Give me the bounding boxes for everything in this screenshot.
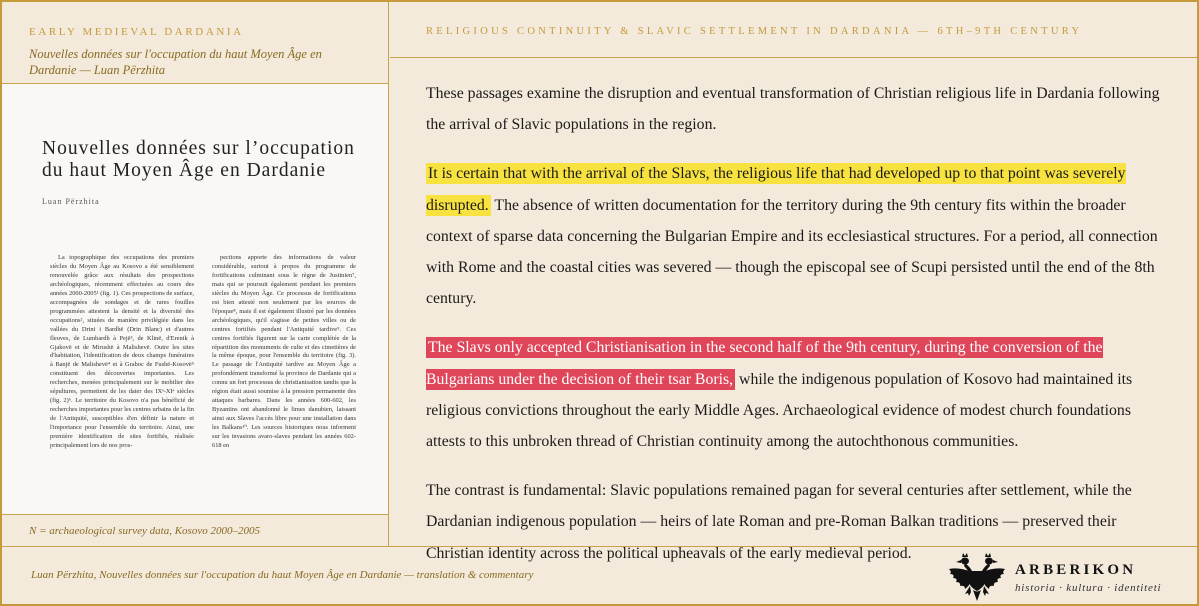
paragraph-christianisation-text: while the indigenous population of Kosovo had maintained its religious convictions throughout the early Middle Ages. Archaeological evidence of modest church foundations attests to this unbroken thread of Christian continuity among the autochthonous communities. <box>426 370 1133 451</box>
document-title <box>42 138 388 182</box>
highlight-red-quote: The Slavs only accepted Christianisation in the second half of the 9th century, during the conversion of the Bulgarians under the decision of their tsar Boris, <box>426 339 1103 388</box>
document-author: Luan Përzhita <box>42 197 100 206</box>
source-subtitle: Nouvelles données sur l'occupation du haut Moyen Âge en Dardanie — Luan Përzhita <box>29 47 322 77</box>
source-footnote: N = archaeological survey data, Kosovo 2000–2005 <box>2 514 388 546</box>
brand-name: ARBERIKON <box>1015 562 1137 578</box>
double-headed-eagle-icon <box>946 551 1008 603</box>
highlight-yellow-quote: It is certain that with the arrival of the Slavs, the religious life that had developed up to that point was severely disrupted. <box>426 165 1126 214</box>
footer-citation: Luan Përzhita, Nouvelles données sur l'occupation du haut Moyen Âge en Dardanie — translation & commentary <box>31 569 534 581</box>
document-title-line-2: du haut Moyen Âge en Dardanie <box>42 160 327 181</box>
paragraph-intro: These passages examine the disruption and eventual transformation of Christian religious life in Dardania following the arrival of Slavic populations in the region. <box>426 85 1160 134</box>
document-column-1: La topographique des occupations des premiers siècles du Moyen Âge au Kosovo a été sensiblement renouvelée grâce aux résultats des prospections archéologiques, récemment effectuées au cours des années 2000-2005¹ (fig. 1). Ces prospections de surface, accompagnées de sondages et de rares fouilles programmées attestent la densité et la diversité des occupations², situées de manière privilégiée dans les vallées du Drini i Bardhë (Drin Blanc) et d'autres fleuves, de Lumbardh à Pejë³, de Klinë, d'Erenik à Gjakovë et de Mirushë à Malishevë. Outre les sites d'habitation, l'identification de deux champs funéraires à Banjë de Malishevë⁴ et à Graboc de Fushë-Kosovë⁵ constituent des découvertes importantes. Les recherches, menées principalement sur le mobilier des sépultures, permettent de les dater des IXᵉ-XIᵉ siècles (fig. 2)⁶. Le territoire du Kosovo n'a pas bénéficié de recherches importantes pour les centres urbains de la fin de l'Antiquité, susceptibles d'en définir la nature et l'importance pour l'ensemble du territoire. Ainsi, une première identification de sites fortifiés, réalisée principalement lors de nos pros- <box>50 254 194 450</box>
paragraph-disruption <box>426 158 1166 314</box>
paragraph-christianisation <box>426 332 1166 457</box>
scanned-document-page <box>2 84 388 514</box>
brand-block <box>946 551 1191 601</box>
paragraph-contrast: The contrast is fundamental: Slavic populations remained pagan for several centuries after settlement, while the Dardanian indigenous population — heirs of late Roman and pre-Roman Balkan traditions — preserved their Christian identity across the political upheavals of the early medieval period. <box>426 482 1132 562</box>
commentary-kicker: RELIGIOUS CONTINUITY & SLAVIC SETTLEMENT IN DARDANIA — 6TH–9TH CENTURY <box>426 26 1083 37</box>
document-columns <box>50 254 356 451</box>
page-footer <box>2 546 1197 604</box>
source-kicker: EARLY MEDIEVAL DARDANIA <box>29 26 244 38</box>
commentary-header <box>390 2 1197 58</box>
document-column-2: pections apporte des informations de valeur considérable, surtout à propos du programme de fortifications culminant sous le règne de Justinien⁷, mais qui se poursuit également pendant les premiers siècles du Moyen Âge. Ce processus de fortifications est bien attesté non seulement par les sources de l'époque⁸, mais il est également illustré par les données archéologiques, qu'il s'agisse de petites villes ou de centres fortifiés pendant l'Antiquité tardive⁹. Ces centres fortifiés figurent sur la carte complétée de la répartition des monuments de culte et des cimetières de la même époque, pour l'ensemble du territoire (fig. 3). Le passage de l'Antiquité tardive au Moyen Âge a profondément transformé la province de Dardanie qui a connu un fort processus de christianisation tandis que la région était aussi soumise à la pression permanente des attaques barbares. Dans les années 600-602, les Byzantins ont abandonné le limes danubien, laissant ainsi aux Slaves l'accès libre pour une installation dans les Balkans¹⁰. Les sources historiques nous informent sur les invasions avaro-slaves pendant les années 602-618 en <box>212 254 356 450</box>
document-title-line-1: Nouvelles données sur l’occupation <box>42 138 355 159</box>
paragraph-disruption-text: The absence of written documentation for the territory during the 9th century fits within the broader context of sparse data concerning the Bulgarian Empire and its ecclesiastical structures. For a period, all connection with Rome and the coastal cities was severed — though the episcopal see of Scupi persisted until the end of the 8th century. <box>426 196 1158 308</box>
source-header <box>2 2 388 84</box>
commentary-body <box>426 78 1166 587</box>
source-panel <box>2 2 389 546</box>
brand-tagline: historia · kultura · identiteti <box>1015 582 1162 594</box>
